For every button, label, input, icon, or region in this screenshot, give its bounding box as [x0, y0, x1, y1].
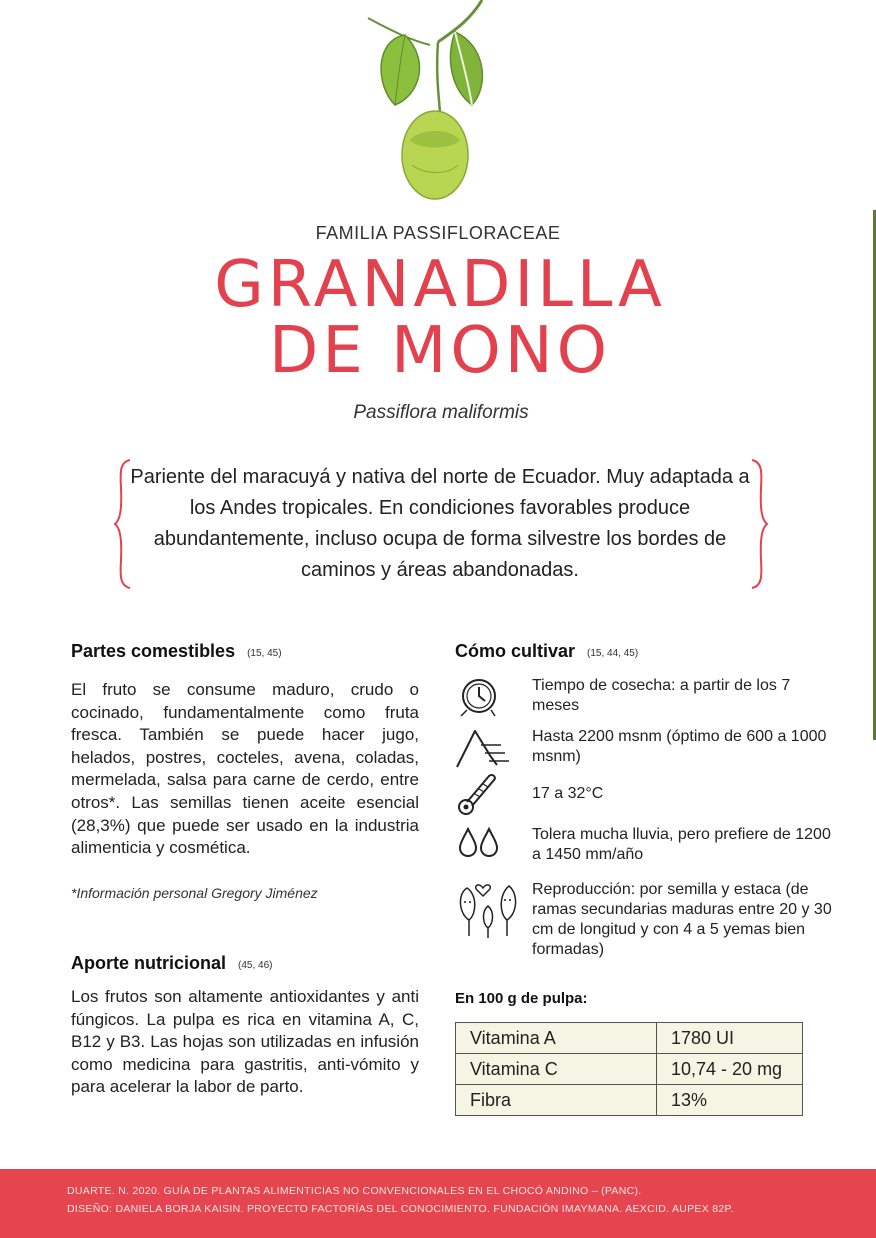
pulp-heading: En 100 g de pulpa:: [455, 990, 588, 1007]
raindrops-icon: [455, 825, 505, 861]
nutrition-title: Aporte nutricional: [71, 953, 227, 973]
nutrition-text: Los frutos son altamente antioxidantes y anti fúngicos. La pulpa es rica en vitamina A, C, B12 y B3. Las hojas son utilizadas en infusión como medicina para gastritis, anti-vómito y para acelerar la labor de parto.: [71, 987, 419, 1097]
cultivate-item-altitude: [455, 727, 835, 771]
title-line-2: DE MONO: [269, 314, 611, 388]
passiflora-illustration: [360, 0, 500, 205]
cultivate-item-temperature: [455, 770, 835, 820]
cultivate-item-rain: [455, 825, 835, 869]
cultivate-item-text: 17 a 32°C: [532, 785, 604, 802]
info-note: *Información personal Gregory Jiménez: [71, 885, 318, 901]
table-row: [456, 1054, 803, 1085]
cultivate-item-reproduction: [455, 880, 835, 966]
footer-band: [0, 1169, 876, 1238]
table-row: [456, 1023, 803, 1054]
edible-parts-title: Partes comestibles: [71, 641, 236, 661]
family-label: FAMILIA PASSIFLORACEAE: [315, 223, 561, 243]
thermometer-icon: [455, 770, 505, 818]
intro-paragraph: Pariente del maracuyá y nativa del norte de Ecuador. Muy adaptada a los Andes tropicales. En condiciones favorables produce abundantemente, incluso ocupa de forma silvestre los bordes de caminos y áreas abandonadas.: [130, 466, 750, 581]
title-line-1: GRANADILLA: [214, 248, 666, 322]
seedlings-icon: [455, 880, 521, 940]
cultivate-title: Cómo cultivar: [455, 641, 576, 661]
right-brace-icon: [748, 458, 770, 590]
page-title: [0, 248, 876, 388]
cultivate-ref: (15, 44, 45): [587, 648, 639, 659]
nutrient-name: Fibra: [456, 1085, 657, 1116]
cultivate-item-text: Tolera mucha lluvia, pero prefiere de 1200 a 1450 mm/año: [532, 826, 831, 863]
cultivate-item-text: Hasta 2200 msnm (óptimo de 600 a 1000 msnm): [532, 728, 827, 765]
nutrient-name: Vitamina A: [456, 1023, 657, 1054]
table-row: [456, 1085, 803, 1116]
nutrient-value: 10,74 - 20 mg: [657, 1054, 803, 1085]
nutrient-value: 13%: [657, 1085, 803, 1116]
nutrient-value: 1780 UI: [657, 1023, 803, 1054]
nutrition-heading: [71, 953, 272, 974]
nutrient-name: Vitamina C: [456, 1054, 657, 1085]
cultivate-item-harvest: [455, 676, 835, 720]
mountain-icon: [455, 727, 513, 771]
edible-parts-text: El fruto se consume maduro, crudo o cocinado, fundamentalmente como fruta fresca. También se puede hacer jugo, helados, postres, cocteles, avena, coladas, mermelada, salsa para carne de cerdo, entre otros*. Las semillas tienen aceite esencial (28,3%) que puede ser usado en la industria alimenticia y cosmética.: [71, 680, 419, 858]
edible-parts-ref: (15, 45): [247, 648, 282, 659]
scientific-name: Passiflora maliformis: [353, 402, 529, 423]
footer-credits: DISEÑO: DANIELA BORJA KAISIN. PROYECTO FACTORÍAS DEL CONOCIMIENTO. FUNDACIÓN IMAYMANA. AEXCID. AUPEX 82P.: [67, 1203, 734, 1215]
cultivate-item-text: Reproducción: por semilla y estaca (de ramas secundarias maduras entre 20 y 30 cm de longitud y con 4 a 5 yemas bien formadas): [532, 881, 832, 958]
clock-icon: [455, 676, 499, 720]
footer-citation: DUARTE. N. 2020. GUÍA DE PLANTAS ALIMENTICIAS NO CONVENCIONALES EN EL CHOCÓ ANDINO – (PANC).: [67, 1185, 642, 1197]
cultivate-heading: [455, 641, 638, 662]
nutrition-ref: (45, 46): [238, 960, 273, 971]
nutrition-table: [455, 1022, 803, 1116]
cultivate-item-text: Tiempo de cosecha: a partir de los 7 meses: [532, 677, 791, 714]
edible-parts-heading: [71, 641, 282, 662]
